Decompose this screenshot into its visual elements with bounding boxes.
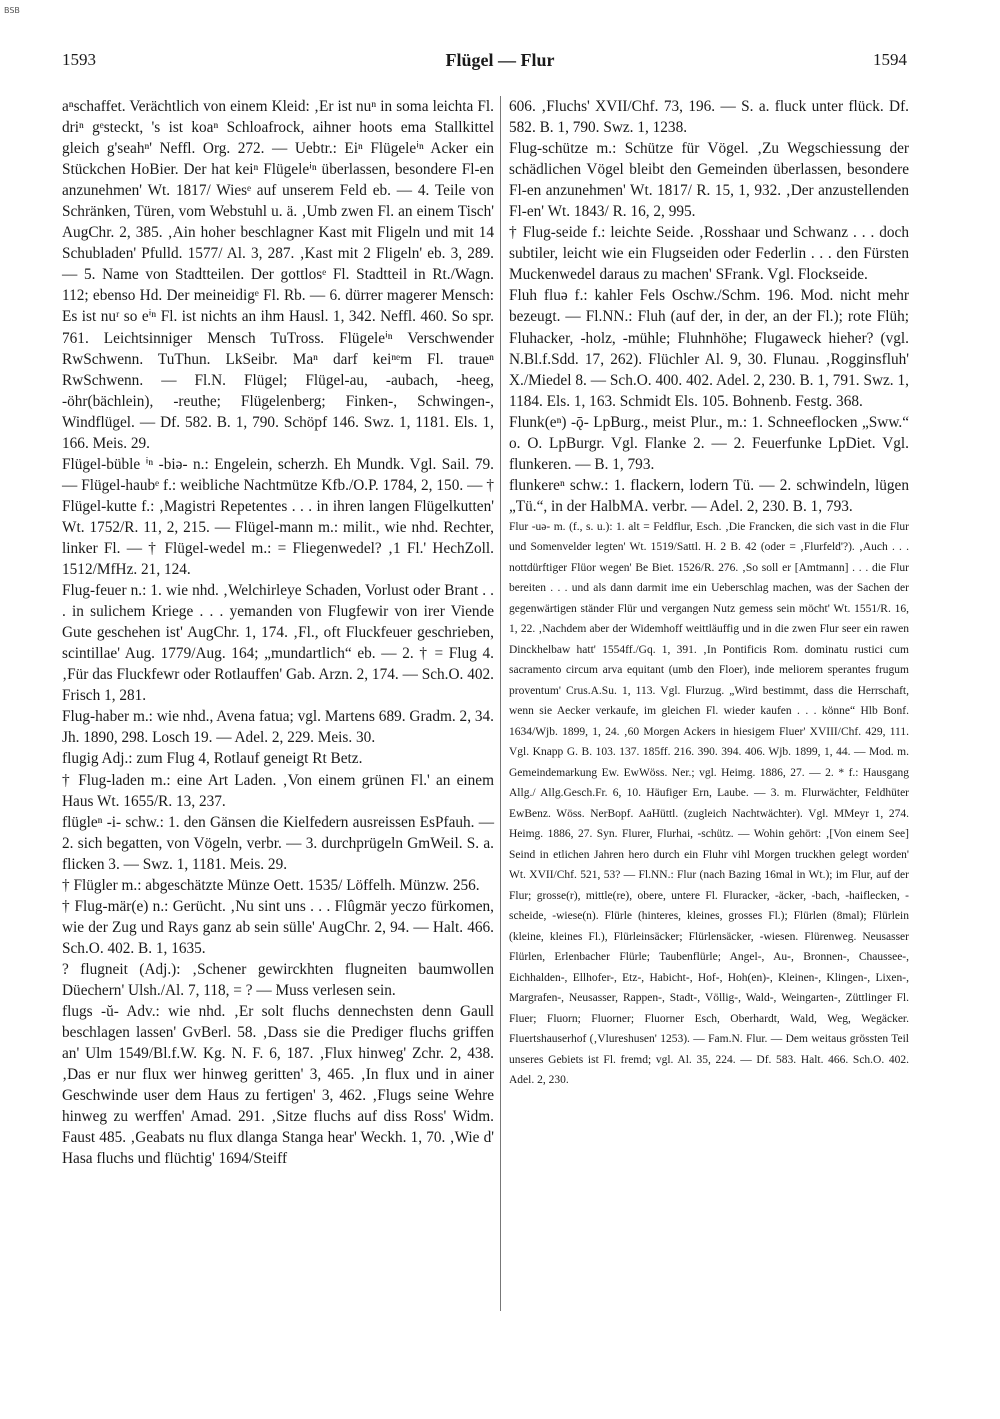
entry-fluegler: † Flügler m.: abgeschätzte Münze Oett. 1535/ Löffelh. Münzw. 256. [62,876,480,894]
entry-flug-seide: † Flug-seide f.: leichte Seide. ‚Rosshaar und Schwanz . . . doch subtiler, leicht wie ein Flugseiden oder Federlin . . . den Fürsten Muckenwedel daraus zu machen' SFrank. Vgl. Flockseide. [509,224,909,284]
right-column [509,96,909,1091]
entry-flugig: flugig Adj.: zum Flug 4, Rotlauf geneigt Rt Betz. [62,750,363,768]
entry-flunkeren: flunkereⁿ schw.: 1. flackern, lodern Tü. — 2. schwindeln, lügen „Tü.“, in der HalbMA. verbr. — Adel. 2, 230. B. 1, 793. [509,476,909,515]
entry-fluegel-bueble: Flügel-büble ⁱⁿ -biə- n.: Engelein, scherzh. Eh Mundk. Vgl. Sail. 79. — Flügel-haubᵉ f.: weibliche Nachtmütze Kfb./O.P. 1784, 2, 150. — † Flügel-kutte f.: ‚Magistri Repetentes . . . in ihren langen Flügelkutten' Wt. 1752/R. 11, 2, 215. — Flügel-mann m.: milit., wie nhd. Rechter, linker Fl. — † Flügel-wedel m.: = Fliegenwedel? ‚1 Fl.' HechZoll. 1512/MfHz. 21, 124. [62,455,494,579]
running-title: Flügel — Flur [445,50,555,70]
page-number-right: 1594 [873,50,907,69]
entry-flug-feuer: Flug-feuer n.: 1. wie nhd. ‚Welchirleye Schaden, Vorlust oder Brant . . . in sulichem Kriege . . . yemanden von Flugfewir von irer Viende Gute geschehen ist' AugChr. 1, 174. ‚Fl., oft Fluckfeuer geschrieben, scintillae' Aug. 1779/Aug. 164; „mundartlich“ eb. — 2. † = Flug 4. ‚Für das Fluckfewr oder Rotlauffen' Gab. Arzn. 2, 174. — Sch.O. 402. Frisch 1, 281. [62,582,494,705]
entry-flugs-continued: 606. ‚Fluchs' XVII/Chf. 73, 196. — S. a. fluck unter flück. Df. 582. B. 1, 790. Swz. 1, 1238. [509,98,909,137]
entry-fluegeln: flügleⁿ -i- schw.: 1. den Gänsen die Kielfedern ausreissen EsPfauh. — 2. sich begatten, von Vögeln, verbr. — 3. durchprügeln GmWeil. S. a. flicken 3. — Swz. 1, 1181. Meis. 29. [62,813,494,873]
column-divider [500,96,501,1311]
entry-fluegel-continued: aⁿschaffet. Verächtlich von einem Kleid: ‚Er ist nuⁿ in soma leichta Fl. driⁿ gᵉsteckt, 's ist koaⁿ Schloafrock, aihner hoots ema Stallkittel gleich g'seahⁿ' Neffl. Org. 272. — Uebtr.: Eiⁿ Flügeleⁱⁿ Acker ein Stückchen HoBier. Der hat keiⁿ Flügeleⁱⁿ überlassen, besondere Fl-en anzunehmen' Wt. 1817/ Wiesᵉ auf unserem Feld eb. — 4. Teile von Schränken, Türen, vom Webstuhl u. ä. ‚Umb zwen Fl. an einem Tisch' AugChr. 2, 385. ‚Ain hoher beschlagner Kast mit Fligeln und mit 14 Schubladen' Pfulld. 1577/ Al. 3, 287. ‚Kast mit 2 Fligeln' eb. 3, 289. — 5. Name von Stadtteilen. Der gottlosᵉ Fl. Stadtteil in Rt./Wagn. 112; ebenso Hd. Der meineidigᵉ Fl. Rb. — 6. dürrer magerer Mensch: Es ist nuʳ so eⁱⁿ Fl. ist nichts an ihm Hausl. 1, 342. Neffl. 460. So spr. 761. Leichtsinniger Mensch TuTross. Flügeleⁱⁿ Verschwender RwSchwenn. TuThun. LkSeibr. Maⁿ darf keiⁿᵉm Fl. traueⁿ RwSchwenn. — Fl.N. Flügel; Flügel-au, -aubach, -heeg, -öhr(bächlein), -reuthe; Flügelenberg; Finken-, Schwingen-, Windflügel. — Df. 582. B. 1, 790. Schöpf 146. Swz. 1, 1181. Els. 1, 166. Meis. 29. [62,98,494,452]
entry-flur: Flur -uə- m. (f., s. u.): 1. alt = Feldflur, Esch. ‚Die Francken, die sich vast in die Flur und Somenvelder legten' Wt. 1519/Sattl. H. 2 B. 42 (oder = ‚Flurfeld'?). ‚Auch . . . nottdürftiger Flüor wegen' Be Biet. 1526/R. 276. ‚So soll er [Amtmann] . . . die Flur bereiten . . . und als dann darmit ime ein Ueberschlag machen, was der Sachen der gegenwärtigen ständer Flür und vergangen Nutz gemess sein möcht' Wt. 1551/R. 16, 1, 22. ‚Nachdem aber der Widemhoff weittläuffig und in die zwen Flur seer ein rawen Dinckhelbaw hatt' 1554ff./Gq. 1, 391. ‚In Pontificis Rom. dominatu rustici cum sacramento circum arva equitant (umb den Floer), inde meliorem sperantes frugum proventum' Crus.A.Su. 1, 113. Vgl. Flurzug. „Wird bestimmt, dass die Herrschaft, wenn sie Aecker verkaufe, im gleichen Fl. wieder kaufen . . . könne“ Hlb Bonf. 1634/Wjb. 1899, 1, 24. ‚60 Morgen Ackers in hiesigem Fluer' XVIII/Chf. 429, 111. Vgl. Knapp G. B. 103. 137. 185ff. 216. 390. 394. 406. Wjb. 1899, 1, 44. — Mod. m. Gemeindemarkung Ew. EwWöss. Ner.; vgl. Heimg. 1886, 27. — 2. * f.: Hausgang Allg./ Allg.Gesch.Fr. 6, 10. Häufiger Ern, Laube. — 3. m. Flurwächter, Feldhüter EwBenz. Wöss. NerBopf. AaHüttl. (zugleich Nachtwächter). Vgl. MMeyr 1, 274. Heimg. 1886, 27. Syn. Flurer, Flurhai, -schütz. — Wohin gehört: ‚[Von einem See] Seind in etlichen Jahren hero durch ein Fluhr vihl Morgen truckhen gelegt worden' Wt. XVII/Chf. 521, 53? — Fl.NN.: Flur (nach Bazing 16mal in Wt.); im Flur, auf der Flur; grosse(r), mittle(re), obere, untere Fl. Fluracker, -äcker, -bach, -haiflecken, -scheide, -wiese(n). Flürle (hinteres, kleines, grosses Fl.); Flürlen (8mal); Flürlein (kleine, kleines Fl.), Flürleinsäcker; Flürlensäcker, -wiesen. Flürenweg. Neusasser Flürlen, Erlenbacher Flürle; Taubenflürle; Angel-, Au-, Bronnen-, Chaussee-, Eichhalden-, Ellhofer-, Etz-, Habicht-, Hof-, Hoh(en)-, Kleinen-, Klingen-, Lixen-, Margrafen-, Neusasser, Rappen-, Stadt-, Völlig-, Wald-, Weingarten-, Züttlinger Fl. Fluer; Fluorn; Fluorner; Fluorner Esch, Oberhardt, Wald, Weg, Wegäcker. Fluertshauserhof (‚Vlureshusen' 1253). — Fam.N. Flur. — Dem weitaus grössten Teil unseres Gebiets ist Fl. fremd; vgl. Al. 35, 224. — Df. 583. Halt. 466. Sch.O. 402. Adel. 2, 230. [509,520,909,1087]
entry-flugneit: ? flugneit (Adj.): ‚Schener gewirckhten flugneiten baumwollen Düechern' Ulsh./Al. 7, 118, = ? — Muss verlesen sein. [62,960,494,999]
entry-flunk: Flunk(eⁿ) -ǭ- LpBurg., meist Plur., m.: 1. Schneeflocken „Sww.“ o. O. LpBurgr. Vgl. Flanke 2. — 2. Feuerfunke LpDiet. Vgl. flunkeren. — B. 1, 793. [509,413,909,473]
page-number-left: 1593 [62,50,96,69]
entry-flug-schuetze: Flug-schütze m.: Schütze für Vögel. ‚Zu Wegschiessung der schädlichen Vögel bleibt den Gemeinden überlassen, besondere Fl-en anzunehmen' Wt. 1817/ R. 15, 1, 932. ‚Der anzustellenden Fl-en' Wt. 1843/ R. 16, 2, 995. [509,140,909,221]
entry-fluh: Fluh fluə f.: kahler Fels Oschw./Schm. 196. Mod. nicht mehr bezeugt. — Fl.NN.: Fluh (auf der, in der, an der Fl.); rote Flüh; Fluhacker, -holz, -mühle; Fluhnhöhe; Flugaweck hieher? (vgl. N.Bl.f.Sdd. 17, 262). Flüchler Al. 9, 30. Flunau. ‚Rogginsfluh' X./Miedel 8. — Sch.O. 400. 402. Adel. 2, 230. B. 1, 791. Swz. 1, 1184. Els. 1, 163. Schmidt Els. 105. Bohnenb. Festg. 368. [509,287,909,410]
left-column [62,96,494,1169]
entry-flugs: flugs -ŭ- Adv.: wie nhd. ‚Er solt fluchs dennechsten denn Gaull beschlagen lassen' GvBerl. 58. ‚Dass sie die Prediger fluchs griffen an' Ulm 1549/Bl.f.W. Kg. N. F. 6, 187. ‚Flux hinweg' Zchr. 2, 438. ‚Das er nur flux wer hinweg geritten' 3, 465. ‚In flux und in ainer Geschwinde user dem Haus zu fertigen' 3, 462. ‚Flugs seine Wehre hinweg zu werffen' Amad. 291. ‚Sitze fluchs auf diss Ross' Widm. Faust 485. ‚Geabats nu flux dlanga Stanga hear' Weckh. 1, 70. ‚Wie d' Hasa fluchs und flüchtig' 1694/Steiff [62,1003,494,1168]
entry-flug-laden: † Flug-laden m.: eine Art Laden. ‚Von einem grünen Fl.' an einem Haus Wt. 1655/R. 13, 237. [62,771,494,810]
entry-flug-maere: † Flug-mär(e) n.: Gerücht. ‚Nu sint uns . . . Flûgmär yeczo fürkomen, wie der Zug und Rays ganz ab sein sülle' AugChr. 2, 94. — Halt. 466. Sch.O. 402. B. 1, 1635. [62,897,494,957]
library-stamp: BSB [4,6,20,15]
entry-flug-haber: Flug-haber m.: wie nhd., Avena fatua; vgl. Martens 689. Gradm. 2, 34. Jh. 1890, 298. Losch 19. — Adel. 2, 229. Meis. 30. [62,708,494,747]
